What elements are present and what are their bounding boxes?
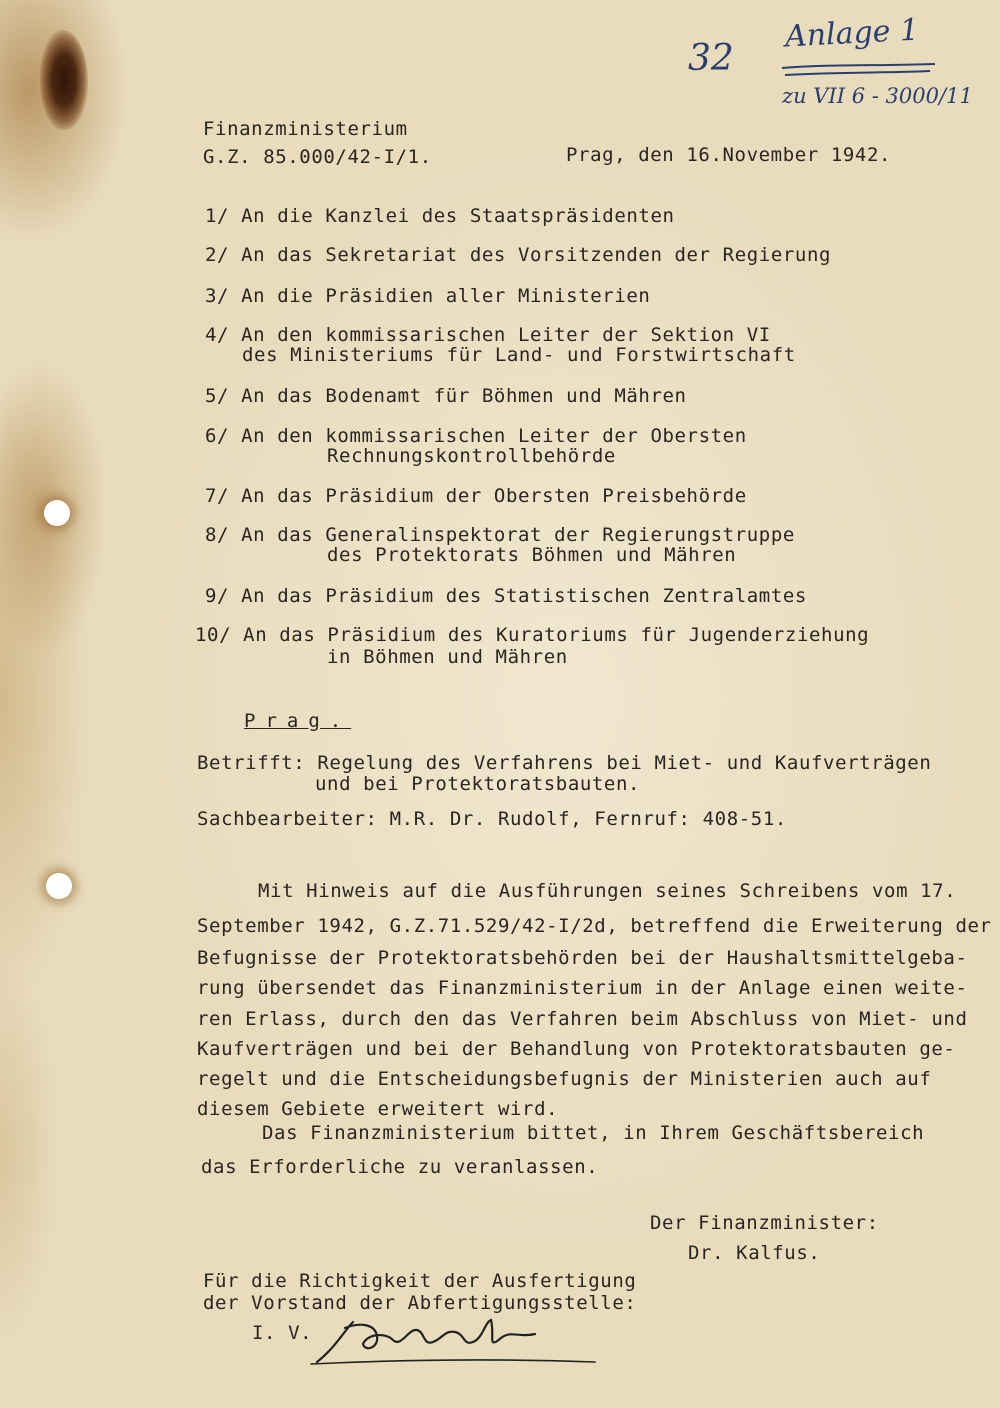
recipient-line-cont: Rechnungskontrollbehörde xyxy=(327,445,616,467)
body-line: diesem Gebiete erweitert wird. xyxy=(197,1098,559,1120)
body-line: ren Erlass, durch den das Verfahren beim Abschluss von Miet- und xyxy=(197,1008,968,1030)
body-line: Das Finanzministerium bittet, in Ihrem Geschäftsbereich xyxy=(262,1122,925,1144)
body-line: September 1942, G.Z.71.529/42-I/2d, betreffend die Erweiterung der xyxy=(197,915,992,937)
reference-note: zu VII 6 - 3000/11 xyxy=(782,84,973,108)
recipient-line-cont: in Böhmen und Mähren xyxy=(327,646,568,668)
recipient-line: 7/ An das Präsidium der Obersten Preisbehörde xyxy=(205,485,747,507)
recipient-line: 4/ An den kommissarischen Leiter der Sektion VI xyxy=(205,324,771,346)
recipient-line-cont: des Ministeriums für Land- und Forstwirtschaft xyxy=(242,344,796,366)
recipient-line: 5/ An das Bodenamt für Böhmen und Mähren xyxy=(205,385,687,407)
recipient-line-cont: des Protektorats Böhmen und Mähren xyxy=(327,544,737,566)
certification-line: der Vorstand der Abfertigungsstelle: xyxy=(203,1292,637,1314)
handwritten-signature xyxy=(305,1308,605,1368)
body-line: das Erforderliche zu veranlassen. xyxy=(201,1156,599,1178)
signoff-title: Der Finanzminister: xyxy=(650,1212,879,1234)
body-line: rung übersendet das Finanzministerium in der Anlage einen weite- xyxy=(197,977,968,999)
iv-label: I. V. xyxy=(252,1322,313,1344)
ministry-name: Finanzministerium xyxy=(203,118,408,140)
recipient-line: 3/ An die Präsidien aller Ministerien xyxy=(205,285,651,307)
punch-hole-lower xyxy=(46,873,72,899)
attachment-note: Anlage 1 xyxy=(784,12,920,55)
attachment-underline xyxy=(780,60,940,80)
recipient-line: 1/ An die Kanzlei des Staatspräsidenten xyxy=(205,205,675,227)
recipient-line: 10/ An das Präsidium des Kuratoriums für Jugenderziehung xyxy=(195,624,870,646)
subject-line: Betrifft: Regelung des Verfahrens bei Miet- und Kaufverträgen xyxy=(197,752,932,774)
signoff-name: Dr. Kalfus. xyxy=(688,1242,821,1264)
place-date: Prag, den 16.November 1942. xyxy=(566,144,892,166)
body-line: regelt und die Entscheidungsbefugnis der Ministerien auch auf xyxy=(197,1068,932,1090)
subject-line-cont: und bei Protektoratsbauten. xyxy=(315,773,641,795)
punch-hole-upper xyxy=(44,500,70,526)
recipient-line: 8/ An das Generalinspektorat der Regierungstruppe xyxy=(205,524,795,546)
city-heading: Prag. xyxy=(244,710,352,732)
burn-mark xyxy=(40,30,88,130)
recipient-line: 2/ An das Sekretariat des Vorsitzenden der Regierung xyxy=(205,244,832,266)
body-line: Kaufverträgen und bei der Behandlung von Protektoratsbauten ge- xyxy=(197,1038,956,1060)
body-line: Mit Hinweis auf die Ausführungen seines Schreibens vom 17. xyxy=(258,880,957,902)
certification-line: Für die Richtigkeit der Ausfertigung xyxy=(203,1270,637,1292)
page-number: 32 xyxy=(688,38,734,79)
recipient-line: 6/ An den kommissarischen Leiter der Obersten xyxy=(205,425,747,447)
recipient-line: 9/ An das Präsidium des Statistischen Zentralamtes xyxy=(205,585,807,607)
reference-gz: G.Z. 85.000/42-I/1. xyxy=(203,146,432,168)
body-line: Befugnisse der Protektoratsbehörden bei der Haushaltsmittelgeba- xyxy=(197,947,968,969)
case-officer: Sachbearbeiter: M.R. Dr. Rudolf, Fernruf: 408-51. xyxy=(197,808,787,830)
